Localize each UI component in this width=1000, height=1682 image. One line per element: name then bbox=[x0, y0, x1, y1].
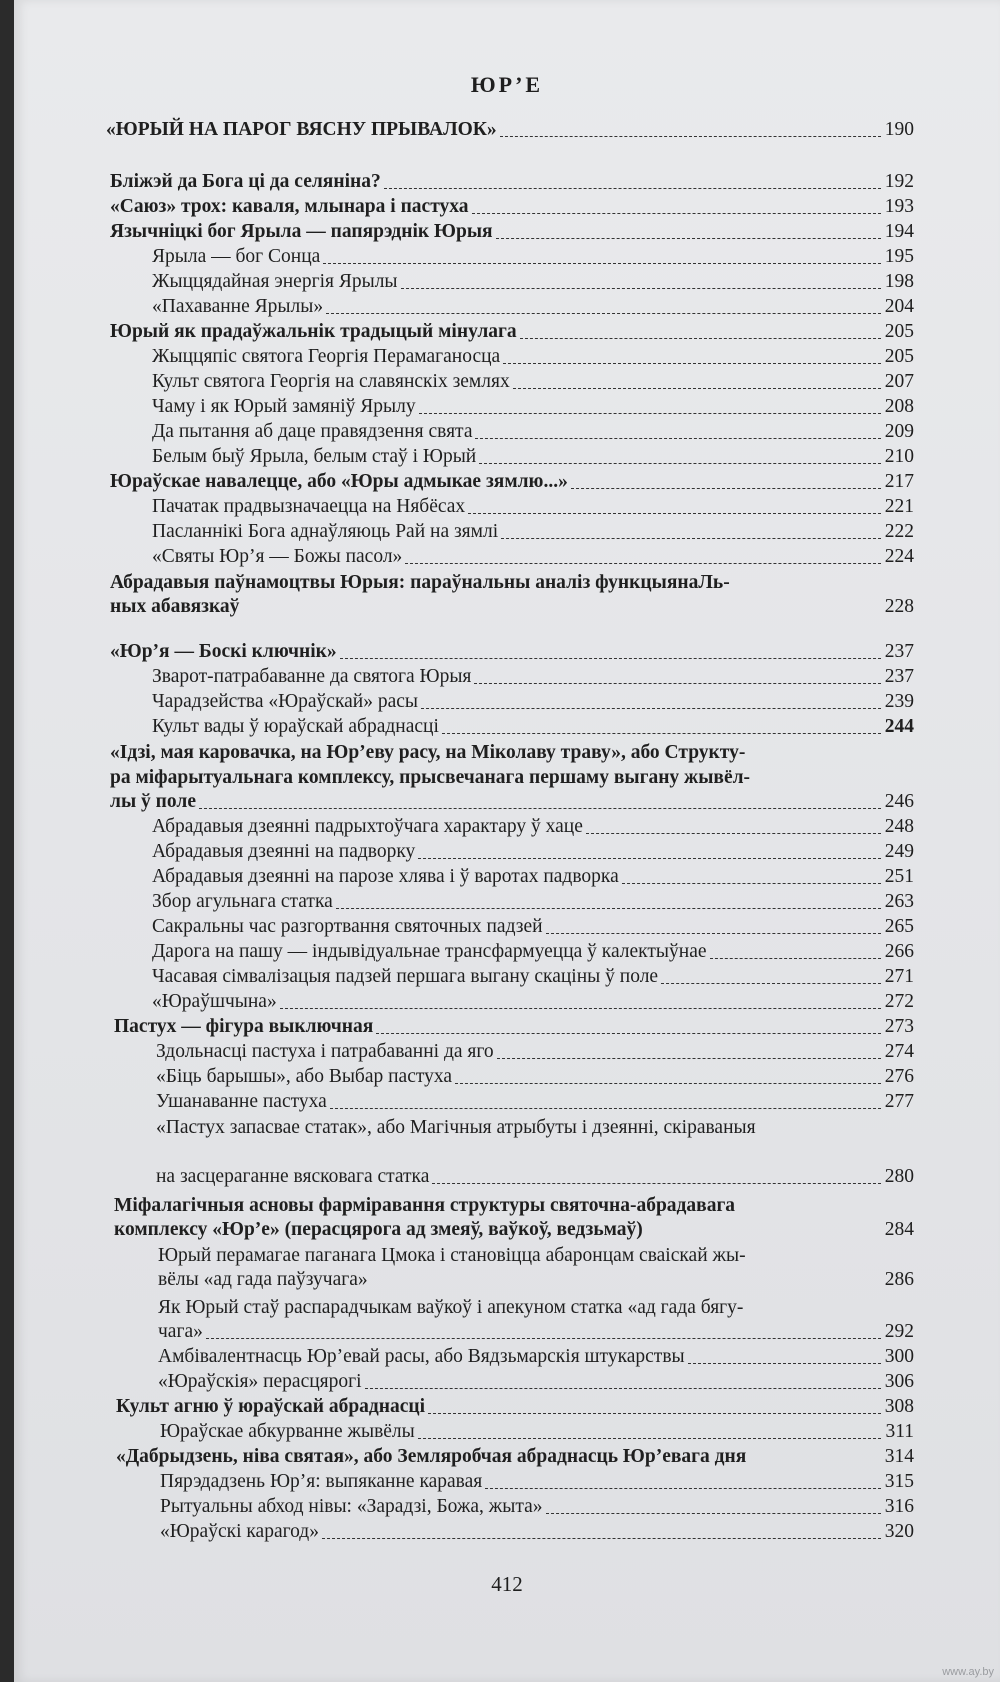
toc-entry: «Дабрыдзень, ніва святая», або Земляробчая абраднасць Юр’евага дня 314 bbox=[116, 1446, 914, 1467]
toc-entry: Пастух — фігура выключная 273 bbox=[114, 1016, 914, 1037]
toc-subentry: «Юраўскі карагод» 320 bbox=[160, 1521, 914, 1542]
toc-subentry: Здольнасці пастуха і патрабаванні да яго 274 bbox=[156, 1041, 914, 1062]
toc-subentry: «Біць барышы», або Выбар пастуха 276 bbox=[156, 1066, 914, 1087]
toc-subentry: Абрадавыя дзеянні падрыхтоўчага характару ў хаце 248 bbox=[152, 816, 914, 837]
toc-subentry: Юраўскае абкурванне жывёлы 311 bbox=[160, 1421, 914, 1442]
toc-subentry: Чарадзейства «Юраўскай» расы 239 bbox=[152, 691, 914, 712]
toc-subentry: Жыццядайная энергія Ярылы 198 bbox=[152, 271, 914, 292]
toc-entry: Юрый як прадаўжальнік традыцый мінулага 205 bbox=[110, 321, 914, 342]
toc-subentry: «Юраўскія» перасцярогі 306 bbox=[158, 1371, 914, 1392]
toc-subentry: Белым быў Ярыла, белым стаў і Юрый 210 bbox=[152, 446, 914, 467]
toc-subentry: Рытуальны абход нівы: «Зарадзі, Божа, жыта» 316 bbox=[160, 1496, 914, 1517]
toc-subentry: Культ святога Георгія на славянскіх землях 207 bbox=[152, 371, 914, 392]
toc-subentry: Культ вады ў юраўскай абраднасці 244 bbox=[152, 716, 914, 737]
book-page bbox=[14, 0, 1000, 1682]
toc-entry: лы ў поле 246 bbox=[110, 791, 914, 812]
toc-subentry: Пачатак прадвызначаецца на Нябёсах 221 bbox=[152, 496, 914, 517]
toc-subentry: «Святы Юр’я — Божы пасол» 224 bbox=[152, 546, 914, 567]
toc-entry: Бліжэй да Бога ці да селяніна? 192 bbox=[110, 171, 914, 192]
toc-subentry-line: Як Юрый стаў распарадчыкам ваўкоў і апекуном статка «ад гада бягу- bbox=[158, 1297, 744, 1318]
toc-subentry: Амбівалентнасць Юр’евай расы, або Вядзьмарскія штукарствы 300 bbox=[158, 1346, 914, 1367]
toc-entry-line: ра міфарытуальнага комплексу, прысвечанага першаму выгану жывёл- bbox=[110, 767, 751, 788]
toc-entry: комплексу «Юр’е» (перасцярога ад змеяў, ваўкоў, ведзьмаў) 284 bbox=[114, 1219, 914, 1240]
toc-subentry: Абрадавыя дзеянні на парозе хлява і ў варотах падворка 251 bbox=[152, 866, 914, 887]
toc-entry: «Юр’я — Боскі ключнік» 237 bbox=[110, 641, 914, 662]
toc-subentry: «Юраўшчына» 272 bbox=[152, 991, 914, 1012]
toc-subentry: чага» 292 bbox=[158, 1321, 914, 1342]
toc-subentry: Часавая сімвалізацыя падзей першага выгану скаціны ў поле 271 bbox=[152, 966, 914, 987]
toc-subentry: Пасланнікі Бога аднаўляюць Рай на зямлі 222 bbox=[152, 521, 914, 542]
toc-subentry: Дарога на пашу — індывідуальнае трансфармуецца ў калектыўнае 266 bbox=[152, 941, 914, 962]
page-number: 412 bbox=[491, 1572, 523, 1596]
toc-entry: Юраўскае навалецце, або «Юры адмыкае зямлю...» 217 bbox=[110, 471, 914, 492]
toc-entry-line: «Ідзі, мая каровачка, на Юр’еву расу, на Міколаву траву», або Структу- bbox=[110, 742, 746, 763]
toc-subentry: Зварот-патрабаванне да святога Юрыя 237 bbox=[152, 666, 914, 687]
toc-subentry: Ярыла — бог Сонца 195 bbox=[152, 246, 914, 267]
toc-entry-line: Міфалагічныя асновы фарміравання структуры святочна-абрадавага bbox=[114, 1195, 736, 1216]
toc-subentry: «Пахаванне Ярылы» 204 bbox=[152, 296, 914, 317]
toc-subentry-line: Юрый перамагае паганага Цмока і становіцца абаронцам сваіскай жы- bbox=[158, 1245, 746, 1266]
toc-subentry: Сакральны час разгортвання святочных падзей 265 bbox=[152, 916, 914, 937]
toc-subentry: Да пытання аб даце правядзення свята 209 bbox=[152, 421, 914, 442]
toc-entry: Язычніцкі бог Ярыла — папярэднік Юрыя 194 bbox=[110, 221, 914, 242]
toc-entry: «Саюз» трох: каваля, млынара і пастуха 193 bbox=[110, 196, 914, 217]
toc-subentry: Чаму і як Юрый замяніў Ярылу 208 bbox=[152, 396, 914, 417]
toc-subentry: Збор агульнага статка 263 bbox=[152, 891, 914, 912]
toc-entry: ных абавязкаў 228 bbox=[110, 596, 914, 617]
toc-entry: Культ агню ў юраўскай абраднасці 308 bbox=[116, 1396, 914, 1417]
toc-subentry: Жыццяпіс святога Георгія Перамаганосца 205 bbox=[152, 346, 914, 367]
chapter-heading: ЮР’Е bbox=[470, 72, 544, 97]
watermark-text: www.ay.by bbox=[942, 1666, 994, 1678]
toc-subentry-line: «Пастух запасвае статак», або Магічныя атрыбуты і дзеянні, скіраваныя bbox=[156, 1117, 756, 1138]
toc-subentry: Абрадавыя дзеянні на падворку 249 bbox=[152, 841, 914, 862]
toc-subentry: Пярэдадзень Юр’я: выпяканне каравая 315 bbox=[160, 1471, 914, 1492]
toc-subentry: вёлы «ад гада паўзучага» 286 bbox=[158, 1269, 914, 1290]
toc-subentry: Ушанаванне пастуха 277 bbox=[156, 1091, 914, 1112]
toc-entry-line: Абрадавыя паўнамоцтвы Юрыя: параўнальны аналіз функцыянаЛь- bbox=[110, 572, 730, 593]
toc-subentry: на засцераганне вясковага статка 280 bbox=[156, 1166, 914, 1187]
toc-entry: «ЮРЫЙ НА ПАРОГ ВЯСНУ ПРЫВАЛОК» 190 bbox=[106, 119, 914, 140]
